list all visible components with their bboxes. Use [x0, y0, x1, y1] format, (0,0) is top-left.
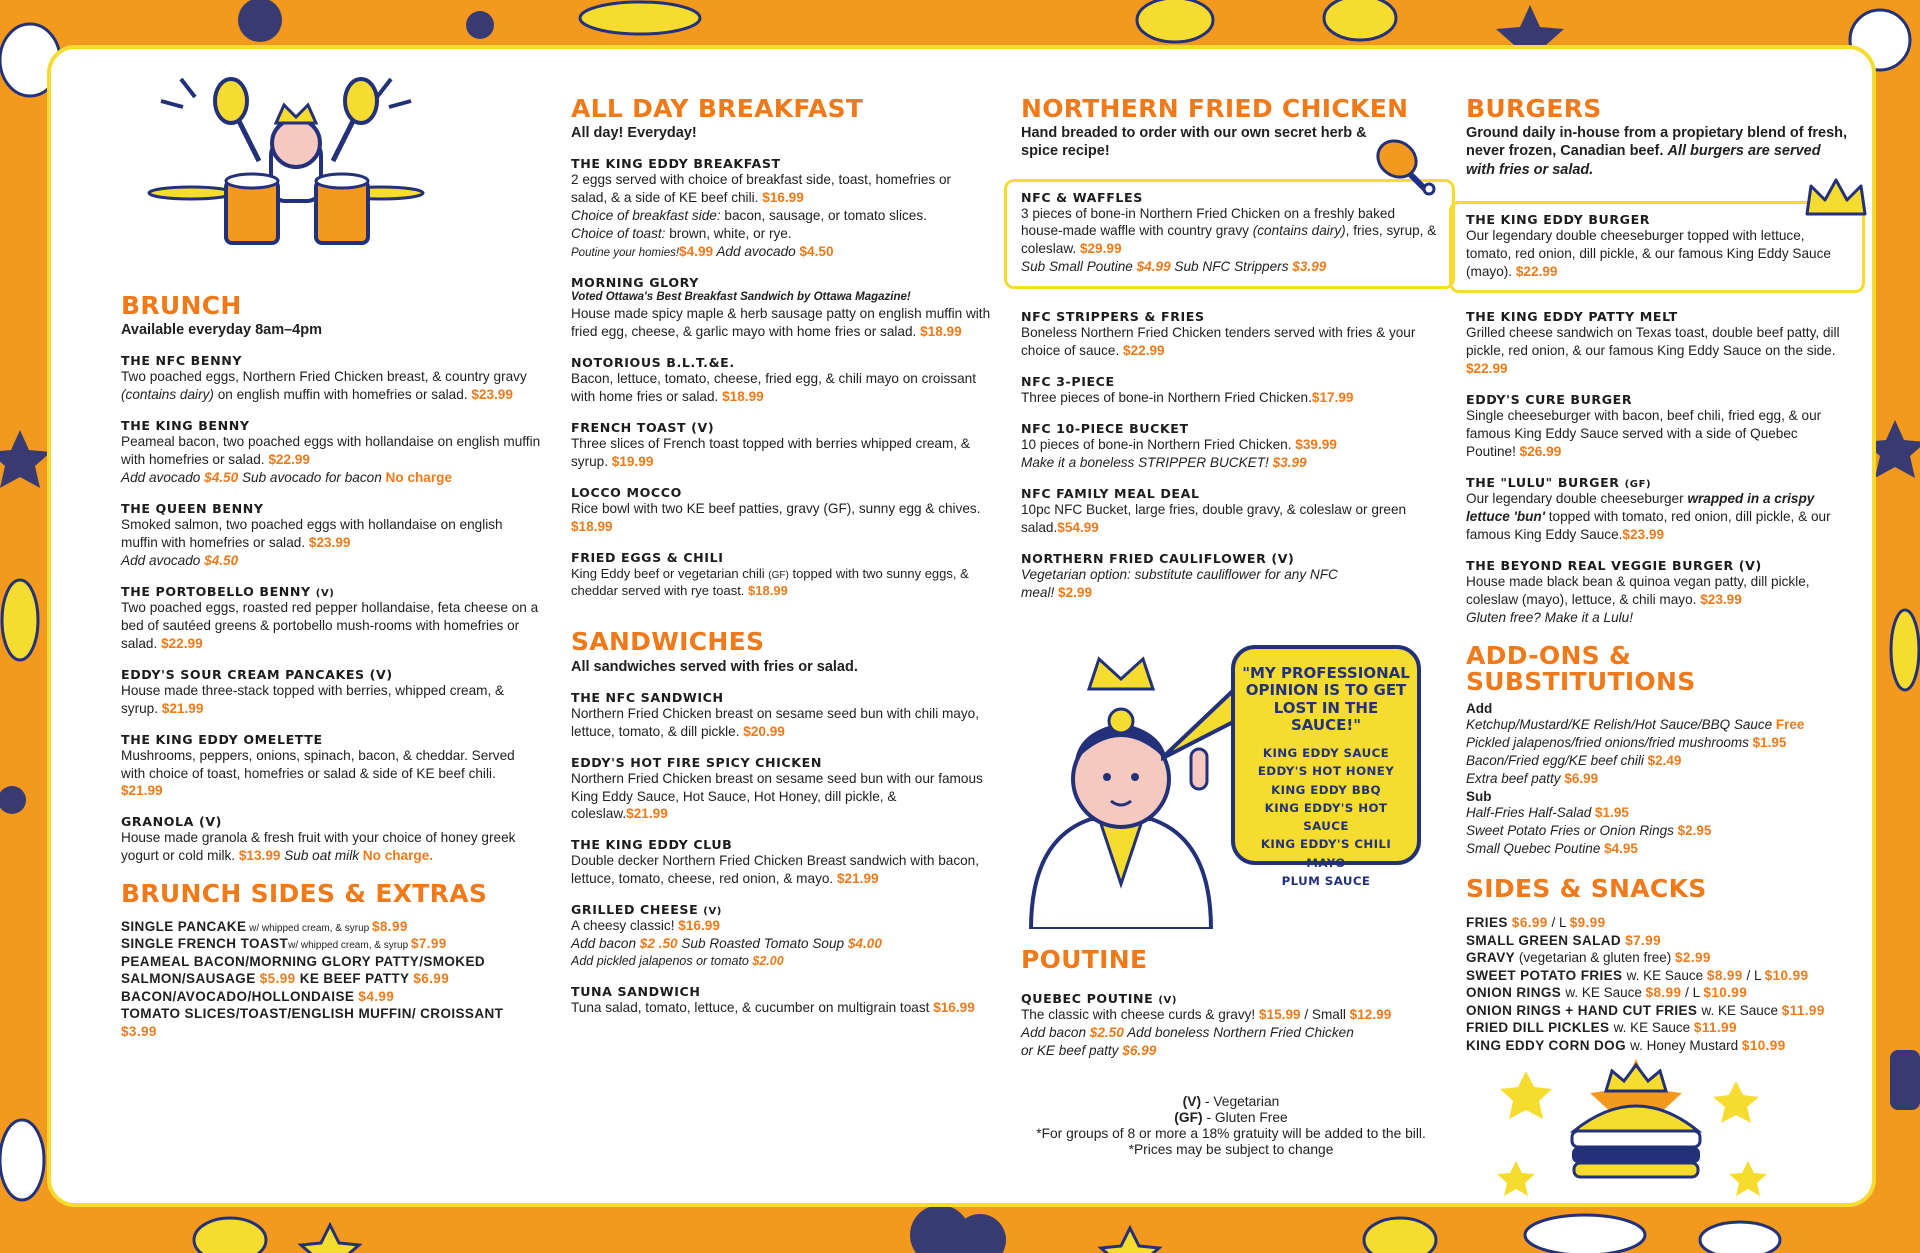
item-description: House made three-stack topped with berries, whipped cream, & syrup. $21.99 — [121, 682, 505, 716]
menu-item — [121, 501, 541, 570]
item-price: $17.99 — [1311, 390, 1354, 406]
item-description: Two poached eggs, Northern Fried Chicken breast, & country gravy (contains dairy) on english muffin with homefries or salad. $23.99 — [121, 369, 527, 403]
bubble-quote: "MY PROFESSIONAL OPINION IS TO GET LOST IN THE SAUCE!" — [1242, 664, 1410, 734]
menu-item — [121, 353, 541, 404]
item-description: House made granola & fresh fruit with your choice of honey greek yogurt or cold milk. $13.99 Sub oat milk No charge. — [121, 830, 516, 864]
item-name: THE KING EDDY BURGER — [1466, 211, 1651, 227]
item-description: The classic with cheese curds & gravy! $15.99 / Small $12.99 — [1021, 1007, 1392, 1023]
menu-item — [1021, 309, 1441, 360]
item-extra: Add avocado $4.50 Sub avocado for bacon No charge — [121, 470, 453, 486]
item-name: MORNING GLORY — [571, 275, 699, 291]
item-price: $16.99 — [762, 190, 804, 206]
item-price: $21.99 — [121, 783, 163, 799]
item-name: NFC STRIPPERS & FRIES — [1021, 309, 1205, 325]
item-description: Bacon, lettuce, tomato, cheese, fried egg, & chili mayo on croissant with home fries or salad. $18.99 — [571, 371, 977, 405]
sauce-item: KING EDDY SAUCE — [1262, 746, 1390, 760]
item-price: $13.99 — [238, 848, 281, 864]
addon-line: Small Quebec Poutine $4.95 — [1466, 841, 1638, 857]
addon-line: Extra beef patty $6.99 — [1466, 770, 1599, 786]
menu-item — [121, 418, 541, 487]
item-description: Three pieces of bone-in Northern Fried Chicken.$17.99 — [1021, 390, 1354, 406]
menu-item — [571, 355, 991, 406]
menu-item — [121, 814, 541, 865]
item-description: House made spicy maple & herb sausage patty on english muffin with fried egg, cheese, & garlic mayo with home fries or salad. $18.99 — [571, 306, 991, 340]
item-description: Northern Fried Chicken breast on sesame seed bun with chili mayo, lettuce, tomato, & dill pickle. $20.99 — [571, 705, 980, 739]
menu-card — [47, 45, 1876, 1207]
gratuity-note: *For groups of 8 or more a 18% gratuity will be added to the bill. — [1036, 1125, 1426, 1141]
menu-item — [121, 584, 541, 653]
item-name: THE KING EDDY BREAKFAST — [571, 156, 781, 172]
item-description: Tuna salad, tomato, lettuce, & cucumber on multigrain toast $16.99 — [571, 999, 975, 1015]
item-name: THE BEYOND REAL VEGGIE BURGER (V) — [1466, 557, 1762, 573]
side-line: ONION RINGS w. KE Sauce $8.99 / L $10.99 — [1466, 985, 1748, 1001]
item-description: A cheesy classic! $16.99 — [571, 918, 720, 934]
side-line: SWEET POTATO FRIES w. KE Sauce $8.99 / L $10.99 — [1466, 967, 1809, 983]
item-price: $16.99 — [933, 999, 975, 1015]
addon-line: Half-Fries Half-Salad $1.95 — [1466, 805, 1629, 821]
menu-item — [121, 667, 541, 718]
drummer-mascot-illustration — [131, 71, 431, 251]
item-name: NFC FAMILY MEAL DEAL — [1021, 485, 1200, 501]
item-price: $15.99 — [1258, 1007, 1301, 1023]
sauce-item: KING EDDY'S CHILI MAYO — [1260, 837, 1392, 870]
item-price: $39.99 — [1295, 437, 1337, 453]
brunch-title: BRUNCH — [121, 291, 242, 320]
sides-title: SIDES & SNACKS — [1466, 873, 1707, 903]
extras-line: SINGLE PANCAKE w/ whipped cream, & syrup $8.99 — [121, 918, 408, 934]
side-line: ONION RINGS + HAND CUT FRIES w. KE Sauce $11.99 — [1466, 1002, 1825, 1018]
item-price: $2.99 — [1058, 584, 1093, 600]
addons-title: ADD-ONS & SUBSTITUTIONS — [1466, 640, 1696, 696]
menu-item — [571, 690, 991, 741]
item-name: THE KING BENNY — [121, 418, 250, 434]
item-description: Northern Fried Chicken breast on sesame seed bun with our famous King Eddy Sauce, Hot Sauce, Hot Honey, dill pickle, & coleslaw.$21.99 — [571, 770, 983, 822]
item-price: $21.99 — [161, 700, 204, 716]
burgers-title: BURGERS — [1466, 94, 1602, 123]
item-description: Peameal bacon, two poached eggs with hollandaise on english muffin with homefries or salad. $22.99 — [121, 434, 541, 468]
item-name: TUNA SANDWICH — [571, 983, 701, 999]
item-name: NORTHERN FRIED CAULIFLOWER (V) — [1021, 550, 1295, 566]
item-price: $26.99 — [1519, 444, 1562, 460]
sauce-item: KING EDDY BBQ — [1271, 782, 1381, 797]
sides-list — [1466, 914, 1851, 1054]
item-price: $23.99 — [1700, 591, 1742, 607]
nfc-subtitle: Hand breaded to order with our own secret herb & spice recipe! — [1021, 125, 1367, 160]
item-price: $18.99 — [748, 583, 788, 599]
item-description: Mushrooms, peppers, onions, spinach, bacon, & cheddar. Served with choice of toast, homefries or salad & side of KE beef chili. $21.99 — [121, 747, 515, 799]
menu-item — [571, 485, 991, 536]
menu-item — [1466, 475, 1851, 544]
item-price: $22.99 — [1466, 361, 1508, 377]
item-price: $21.99 — [836, 871, 879, 887]
item-description: King Eddy beef or vegetarian chili (GF) topped with two sunny eggs, & cheddar served with rye toast. $18.99 — [571, 565, 969, 599]
item-price: $18.99 — [920, 324, 962, 340]
item-name: THE NFC BENNY — [121, 353, 243, 369]
addon-line: Bacon/Fried egg/KE beef chili $2.49 — [1466, 752, 1682, 768]
sandwiches-subtitle: All sandwiches served with fries or salad. — [571, 658, 858, 675]
item-description: 3 pieces of bone-in Northern Fried Chicken on a freshly baked house-made waffle with country gravy (contains dairy), fries, syrup, & coleslaw. $29.99 — [1021, 205, 1437, 257]
burgers-subtitle: Ground daily in-house from a propietary blend of fresh, never frozen, Canadian beef. All burgers are served with fries or salad. — [1466, 125, 1848, 178]
item-description: Grilled cheese sandwich on Texas toast, double beef patty, dill pickle, red onion, & our famous King Eddy Sauce on the side. $22.99 — [1466, 325, 1840, 377]
item-name: NFC 10-PIECE BUCKET — [1021, 421, 1189, 437]
item-extra: Gluten free? Make it a Lulu! — [1466, 609, 1633, 625]
extras-line: BACON/AVOCADO/HOLLONDAISE $4.99 — [121, 988, 395, 1004]
extras-line: PEAMEAL BACON/MORNING GLORY PATTY/SMOKED SALMON/SAUSAGE $5.99 KE BEEF PATTY $6.99 — [121, 953, 486, 987]
item-price: $16.99 — [678, 918, 720, 934]
item-description: Single cheeseburger with bacon, beef chili, fried egg, & our famous King Eddy Sauce served with a side of Quebec Poutine! $26.99 — [1466, 408, 1822, 460]
menu-legend — [1021, 1094, 1441, 1157]
menu-item — [571, 902, 991, 969]
item-name: THE KING EDDY PATTY MELT — [1466, 309, 1678, 325]
extras-line: TOMATO SLICES/TOAST/ENGLISH MUFFIN/ CROISSANT $3.99 — [121, 1006, 504, 1039]
burger-crown-illustration — [1486, 1051, 1776, 1201]
addon-line: Sweet Potato Fries or Onion Rings $2.95 — [1466, 823, 1712, 839]
item-extra: Add bacon $2 .50 Sub Roasted Tomato Soup $4.00 — [571, 936, 882, 952]
menu-item — [571, 755, 991, 824]
side-line: FRIED DILL PICKLES w. KE Sauce $11.99 — [1466, 1020, 1737, 1036]
nfc-title: NORTHERN FRIED CHICKEN — [1021, 94, 1409, 123]
item-description: Smoked salmon, two poached eggs with hollandaise on english muffin with homefries or salad. $23.99 — [121, 517, 503, 550]
side-line: SMALL GREEN SALAD $7.99 — [1466, 932, 1662, 948]
item-extra: Choice of toast: brown, white, or rye. — [571, 226, 792, 242]
item-description: Rice bowl with two KE beef patties, gravy (GF), sunny egg & chives. $18.99 — [571, 501, 981, 535]
addon-line: Pickled jalapenos/fried onions/fried mushrooms $1.95 — [1466, 735, 1787, 750]
breakfast-title: ALL DAY BREAKFAST — [571, 94, 864, 123]
item-price: $22.99 — [1515, 263, 1558, 279]
item-name: NFC 3-PIECE — [1021, 374, 1115, 390]
brunch-subtitle: Available everyday 8am–4pm — [121, 322, 322, 339]
item-name: EDDY'S CURE BURGER — [1466, 392, 1633, 408]
item-name: THE NFC SANDWICH — [571, 689, 724, 705]
menu-item — [571, 156, 991, 261]
item-extra: Add avocado $4.50 — [121, 552, 239, 568]
item-description: Our legendary double cheeseburger topped with lettuce, tomato, red onion, dill pickle, & our famous King Eddy Sauce (mayo). $22.99 — [1466, 227, 1831, 279]
item-name: EDDY'S SOUR CREAM PANCAKES (V) — [121, 666, 393, 682]
sauce-item: EDDY'S HOT HONEY — [1257, 764, 1395, 779]
item-description: Double decker Northern Fried Chicken Breast sandwich with bacon, lettuce, tomato, cheese, red onion, & mayo. $21.99 — [571, 853, 980, 887]
brunch-sides-list — [121, 918, 541, 1041]
item-name: NFC & WAFFLES — [1021, 189, 1143, 205]
menu-item — [1466, 558, 1851, 627]
legend-vegetarian: (V) - Vegetarian — [1182, 1094, 1280, 1109]
item-description: Boneless Northern Fried Chicken tenders served with fries & your choice of sauce. $22.99 — [1021, 325, 1416, 359]
sauce-speech-bubble — [1231, 645, 1421, 888]
item-name: LOCCO MOCCO — [571, 485, 682, 501]
menu-item — [571, 984, 991, 1017]
item-description: Our legendary double cheeseburger wrapped in a crispy lettuce 'bun' topped with tomato, red onion, dill pickle, & our famous King Eddy Sauce.$23.99 — [1466, 491, 1831, 542]
item-description: 2 eggs served with choice of breakfast side, toast, homefries or salad, & a side of KE beef chili. $16.99 — [571, 172, 952, 206]
item-name: EDDY'S HOT FIRE SPICY CHICKEN — [571, 754, 822, 770]
item-price: $29.99 — [1079, 241, 1122, 257]
item-price: $18.99 — [571, 519, 613, 535]
item-price: $22.99 — [268, 452, 310, 468]
item-name: THE KING EDDY CLUB — [571, 837, 733, 853]
side-line: GRAVY (vegetarian & gluten free) $2.99 — [1466, 950, 1711, 966]
addons-add-heading: Add — [1466, 701, 1493, 717]
addon-line: Ketchup/Mustard/KE Relish/Hot Sauce/BBQ Sauce Free — [1466, 717, 1805, 733]
item-price: $22.99 — [161, 635, 203, 651]
item-name: THE KING EDDY OMELETTE — [121, 731, 323, 747]
menu-item — [1021, 421, 1441, 472]
drumstick-icon — [1371, 133, 1441, 203]
price-note: *Prices may be subject to change — [1128, 1141, 1334, 1157]
item-note: Voted Ottawa's Best Breakfast Sandwich by Ottawa Magazine! — [571, 291, 911, 304]
breakfast-subtitle: All day! Everyday! — [571, 125, 697, 142]
menu-item — [1466, 309, 1851, 378]
side-line: FRIES $6.99 / L $9.99 — [1466, 915, 1606, 931]
item-price: $21.99 — [626, 806, 668, 822]
item-extra: Add bacon $2.50 Add boneless Northern Fried Chicken or KE beef patty $6.99 — [1021, 1025, 1354, 1059]
item-price: $18.99 — [722, 389, 764, 405]
poutine-title: POUTINE — [1021, 945, 1148, 974]
item-name: FRENCH TOAST (V) — [571, 420, 715, 436]
extras-line: SINGLE FRENCH TOASTw/ whipped cream, & syrup $7.99 — [121, 936, 447, 952]
menu-item — [1021, 551, 1441, 602]
sauce-item: KING EDDY'S HOT SAUCE — [1264, 800, 1388, 834]
menu-item — [571, 275, 991, 341]
item-name: FRIED EGGS & CHILI — [571, 549, 724, 565]
sandwiches-title: SANDWICHES — [571, 627, 765, 657]
crown-icon — [1801, 174, 1871, 224]
item-name: GRANOLA (V) — [121, 814, 223, 830]
addons-list — [1466, 701, 1851, 858]
item-name: THE QUEEN BENNY — [121, 501, 264, 517]
item-price: $22.99 — [1123, 343, 1165, 359]
item-name: NOTORIOUS B.L.T.&E. — [571, 355, 735, 371]
menu-item — [571, 550, 991, 599]
legend-gluten-free: (GF) - Gluten Free — [1174, 1109, 1288, 1125]
sauce-item: PLUM SAUCE — [1281, 873, 1371, 888]
item-name: THE "LULU" BURGER (GF) — [1466, 475, 1652, 491]
item-price: $23.99 — [1622, 526, 1664, 542]
brunch-sides-title: BRUNCH SIDES & EXTRAS — [121, 879, 488, 909]
item-price: $23.99 — [471, 387, 513, 403]
item-extra: Sub Small Poutine $4.99 Sub NFC Strippers $3.99 — [1021, 259, 1327, 275]
item-extra: Choice of breakfast side: bacon, sausage, or tomato slices. — [571, 208, 927, 224]
side-line: KING EDDY CORN DOG w. Honey Mustard $10.99 — [1466, 1037, 1786, 1053]
item-description: Vegetarian option: substitute cauliflower for any NFC meal! $2.99 — [1021, 566, 1338, 600]
menu-item — [571, 837, 991, 888]
item-description: House made black bean & quinoa vegan patty, dill pickle, coleslaw (mayo), lettuce, & chili mayo. $23.99 — [1466, 573, 1810, 607]
menu-item — [571, 420, 991, 471]
menu-item — [1021, 374, 1441, 407]
item-price: $23.99 — [308, 535, 351, 550]
item-price: $54.99 — [1057, 519, 1099, 535]
menu-item — [121, 732, 541, 801]
item-price: $19.99 — [611, 454, 654, 470]
item-name: QUEBEC POUTINE (V) — [1021, 991, 1178, 1007]
item-extra: Poutine your homies!$4.99 Add avocado $4.50 — [571, 244, 834, 260]
item-description: Three slices of French toast topped with berries whipped cream, & syrup. $19.99 — [571, 436, 970, 470]
item-name: GRILLED CHEESE (V) — [571, 902, 722, 918]
menu-item — [1021, 991, 1441, 1060]
sauce-list — [1241, 744, 1411, 890]
item-description: 10pc NFC Bucket, large fries, double gravy, & coleslaw or green salad.$54.99 — [1021, 501, 1407, 535]
item-price: $20.99 — [743, 723, 785, 739]
addons-sub-heading: Sub — [1466, 789, 1492, 805]
item-description: Two poached eggs, roasted red pepper hollandaise, feta cheese on a bed of sautéed greens & portobello mush-rooms with homefries or salad. $22.99 — [121, 599, 539, 651]
item-description: 10 pieces of bone-in Northern Fried Chicken. $39.99 — [1021, 437, 1337, 453]
menu-item — [1021, 486, 1441, 537]
item-name: THE PORTOBELLO BENNY (V) — [121, 583, 335, 599]
item-extra: Make it a boneless STRIPPER BUCKET! $3.99 — [1021, 455, 1307, 470]
menu-item — [1466, 392, 1851, 461]
item-extra: Add pickled jalapenos or tomato $2.00 — [571, 954, 784, 969]
